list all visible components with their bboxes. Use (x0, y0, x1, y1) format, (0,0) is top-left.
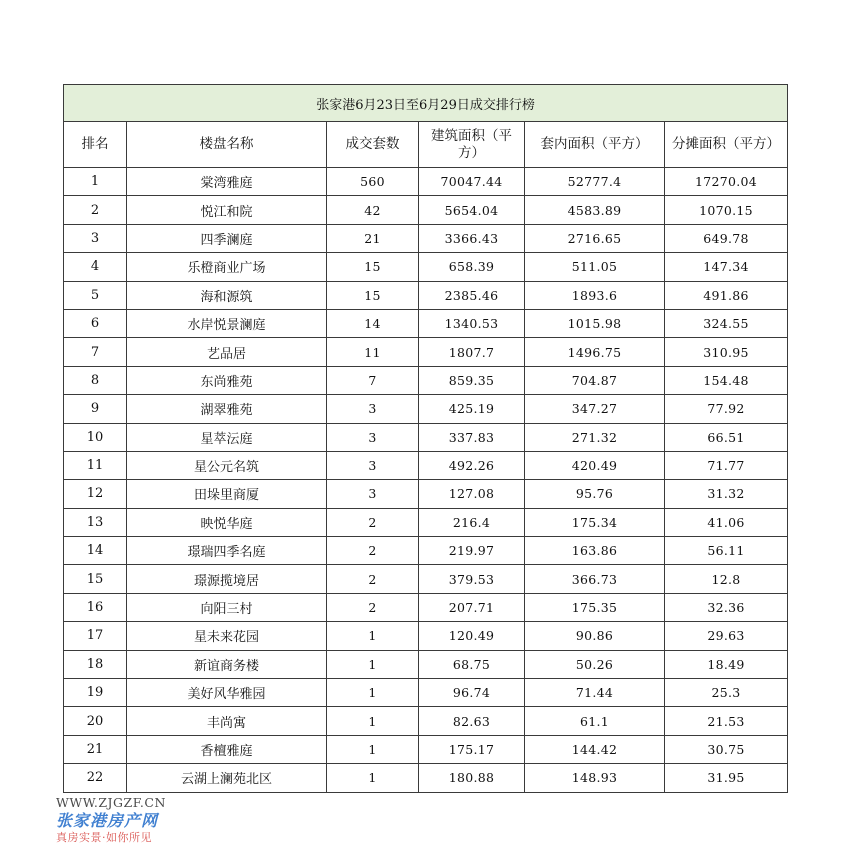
shared-area-cell: 25.3 (665, 679, 788, 707)
building-area-cell: 1807.7 (419, 338, 525, 366)
table-row (64, 565, 788, 593)
table-row (64, 764, 788, 792)
units-cell: 2 (327, 508, 419, 536)
table-row (64, 650, 788, 678)
building-area-cell: 175.17 (419, 735, 525, 763)
building-area-cell: 658.39 (419, 253, 525, 281)
building-area-cell: 207.71 (419, 593, 525, 621)
table-row (64, 253, 788, 281)
units-cell: 15 (327, 253, 419, 281)
table-row (64, 735, 788, 763)
project-name-cell: 悦江和院 (127, 196, 327, 224)
table-row (64, 309, 788, 337)
watermark-url: WWW.ZJGZF.CN (56, 795, 166, 810)
building-area-cell: 219.97 (419, 537, 525, 565)
table-row (64, 423, 788, 451)
project-name-cell: 星萃沄庭 (127, 423, 327, 451)
units-cell: 42 (327, 196, 419, 224)
shared-area-cell: 12.8 (665, 565, 788, 593)
units-cell: 1 (327, 650, 419, 678)
watermark-slogan: 真房实景·如你所见 (56, 831, 152, 844)
project-name-cell: 美好风华雅园 (127, 679, 327, 707)
watermark-brand-logo: 张家港房产网 (56, 811, 159, 830)
header-project-name: 楼盘名称 (127, 122, 327, 168)
interior-area-cell: 366.73 (525, 565, 665, 593)
units-cell: 21 (327, 224, 419, 252)
units-cell: 2 (327, 593, 419, 621)
header-row (64, 122, 788, 168)
units-cell: 11 (327, 338, 419, 366)
rank-cell: 10 (64, 423, 127, 451)
rank-cell: 1 (64, 168, 127, 196)
shared-area-cell: 41.06 (665, 508, 788, 536)
units-cell: 3 (327, 451, 419, 479)
units-cell: 1 (327, 764, 419, 792)
interior-area-cell: 71.44 (525, 679, 665, 707)
interior-area-cell: 511.05 (525, 253, 665, 281)
shared-area-cell: 17270.04 (665, 168, 788, 196)
interior-area-cell: 175.35 (525, 593, 665, 621)
header-rank: 排名 (64, 122, 127, 168)
shared-area-cell: 31.95 (665, 764, 788, 792)
rank-cell: 17 (64, 622, 127, 650)
table-row (64, 451, 788, 479)
building-area-cell: 2385.46 (419, 281, 525, 309)
ranking-table (63, 84, 788, 793)
shared-area-cell: 71.77 (665, 451, 788, 479)
project-name-cell: 四季澜庭 (127, 224, 327, 252)
units-cell: 14 (327, 309, 419, 337)
interior-area-cell: 50.26 (525, 650, 665, 678)
table-row (64, 366, 788, 394)
building-area-cell: 216.4 (419, 508, 525, 536)
units-cell: 1 (327, 679, 419, 707)
rank-cell: 19 (64, 679, 127, 707)
table-title: 张家港6月23日至6月29日成交排行榜 (64, 85, 788, 122)
interior-area-cell: 1496.75 (525, 338, 665, 366)
building-area-cell: 68.75 (419, 650, 525, 678)
project-name-cell: 海和源筑 (127, 281, 327, 309)
units-cell: 3 (327, 395, 419, 423)
interior-area-cell: 1893.6 (525, 281, 665, 309)
shared-area-cell: 29.63 (665, 622, 788, 650)
shared-area-cell: 31.32 (665, 480, 788, 508)
rank-cell: 22 (64, 764, 127, 792)
shared-area-cell: 30.75 (665, 735, 788, 763)
shared-area-cell: 21.53 (665, 707, 788, 735)
table-row (64, 622, 788, 650)
building-area-cell: 337.83 (419, 423, 525, 451)
rank-cell: 3 (64, 224, 127, 252)
interior-area-cell: 90.86 (525, 622, 665, 650)
interior-area-cell: 144.42 (525, 735, 665, 763)
rank-cell: 11 (64, 451, 127, 479)
shared-area-cell: 154.48 (665, 366, 788, 394)
shared-area-cell: 66.51 (665, 423, 788, 451)
project-name-cell: 田垛里商厦 (127, 480, 327, 508)
interior-area-cell: 420.49 (525, 451, 665, 479)
project-name-cell: 映悦华庭 (127, 508, 327, 536)
header-units-sold: 成交套数 (327, 122, 419, 168)
rank-cell: 14 (64, 537, 127, 565)
project-name-cell: 新谊商务楼 (127, 650, 327, 678)
interior-area-cell: 1015.98 (525, 309, 665, 337)
building-area-cell: 859.35 (419, 366, 525, 394)
building-area-cell: 492.26 (419, 451, 525, 479)
interior-area-cell: 95.76 (525, 480, 665, 508)
shared-area-cell: 324.55 (665, 309, 788, 337)
interior-area-cell: 704.87 (525, 366, 665, 394)
units-cell: 7 (327, 366, 419, 394)
interior-area-cell: 2716.65 (525, 224, 665, 252)
building-area-cell: 180.88 (419, 764, 525, 792)
units-cell: 1 (327, 735, 419, 763)
interior-area-cell: 61.1 (525, 707, 665, 735)
table-row (64, 196, 788, 224)
project-name-cell: 乐橙商业广场 (127, 253, 327, 281)
interior-area-cell: 148.93 (525, 764, 665, 792)
table-row (64, 707, 788, 735)
table-row (64, 338, 788, 366)
building-area-cell: 96.74 (419, 679, 525, 707)
building-area-cell: 82.63 (419, 707, 525, 735)
rank-cell: 16 (64, 593, 127, 621)
table-row (64, 593, 788, 621)
table-row (64, 395, 788, 423)
rank-cell: 7 (64, 338, 127, 366)
units-cell: 2 (327, 565, 419, 593)
units-cell: 1 (327, 707, 419, 735)
interior-area-cell: 271.32 (525, 423, 665, 451)
shared-area-cell: 491.86 (665, 281, 788, 309)
shared-area-cell: 32.36 (665, 593, 788, 621)
shared-area-cell: 147.34 (665, 253, 788, 281)
building-area-cell: 70047.44 (419, 168, 525, 196)
rank-cell: 6 (64, 309, 127, 337)
shared-area-cell: 1070.15 (665, 196, 788, 224)
rank-cell: 9 (64, 395, 127, 423)
table-row (64, 281, 788, 309)
interior-area-cell: 163.86 (525, 537, 665, 565)
project-name-cell: 湖翠雅苑 (127, 395, 327, 423)
shared-area-cell: 77.92 (665, 395, 788, 423)
table-row (64, 168, 788, 196)
table-row (64, 480, 788, 508)
units-cell: 2 (327, 537, 419, 565)
shared-area-cell: 310.95 (665, 338, 788, 366)
rank-cell: 8 (64, 366, 127, 394)
header-building-area: 建筑面积（平方） (419, 122, 525, 168)
project-name-cell: 棠湾雅庭 (127, 168, 327, 196)
rank-cell: 2 (64, 196, 127, 224)
table-row (64, 537, 788, 565)
header-interior-area: 套内面积（平方） (525, 122, 665, 168)
project-name-cell: 璟源揽境居 (127, 565, 327, 593)
table-row (64, 224, 788, 252)
rank-cell: 4 (64, 253, 127, 281)
units-cell: 560 (327, 168, 419, 196)
site-watermark (56, 795, 196, 845)
project-name-cell: 云湖上澜苑北区 (127, 764, 327, 792)
table-row (64, 679, 788, 707)
building-area-cell: 1340.53 (419, 309, 525, 337)
building-area-cell: 127.08 (419, 480, 525, 508)
building-area-cell: 120.49 (419, 622, 525, 650)
project-name-cell: 星公元名筑 (127, 451, 327, 479)
project-name-cell: 向阳三村 (127, 593, 327, 621)
shared-area-cell: 649.78 (665, 224, 788, 252)
table-body (64, 168, 788, 793)
units-cell: 1 (327, 622, 419, 650)
project-name-cell: 东尚雅苑 (127, 366, 327, 394)
rank-cell: 13 (64, 508, 127, 536)
header-shared-area: 分摊面积（平方） (665, 122, 788, 168)
units-cell: 3 (327, 480, 419, 508)
project-name-cell: 丰尚寓 (127, 707, 327, 735)
interior-area-cell: 347.27 (525, 395, 665, 423)
rank-cell: 21 (64, 735, 127, 763)
project-name-cell: 水岸悦景澜庭 (127, 309, 327, 337)
rank-cell: 5 (64, 281, 127, 309)
interior-area-cell: 52777.4 (525, 168, 665, 196)
rank-cell: 20 (64, 707, 127, 735)
building-area-cell: 3366.43 (419, 224, 525, 252)
interior-area-cell: 4583.89 (525, 196, 665, 224)
shared-area-cell: 18.49 (665, 650, 788, 678)
table-row (64, 508, 788, 536)
building-area-cell: 425.19 (419, 395, 525, 423)
rank-cell: 15 (64, 565, 127, 593)
project-name-cell: 璟瑞四季名庭 (127, 537, 327, 565)
building-area-cell: 379.53 (419, 565, 525, 593)
project-name-cell: 星未来花园 (127, 622, 327, 650)
rank-cell: 18 (64, 650, 127, 678)
shared-area-cell: 56.11 (665, 537, 788, 565)
rank-cell: 12 (64, 480, 127, 508)
interior-area-cell: 175.34 (525, 508, 665, 536)
building-area-cell: 5654.04 (419, 196, 525, 224)
project-name-cell: 香檀雅庭 (127, 735, 327, 763)
units-cell: 3 (327, 423, 419, 451)
units-cell: 15 (327, 281, 419, 309)
project-name-cell: 艺品居 (127, 338, 327, 366)
